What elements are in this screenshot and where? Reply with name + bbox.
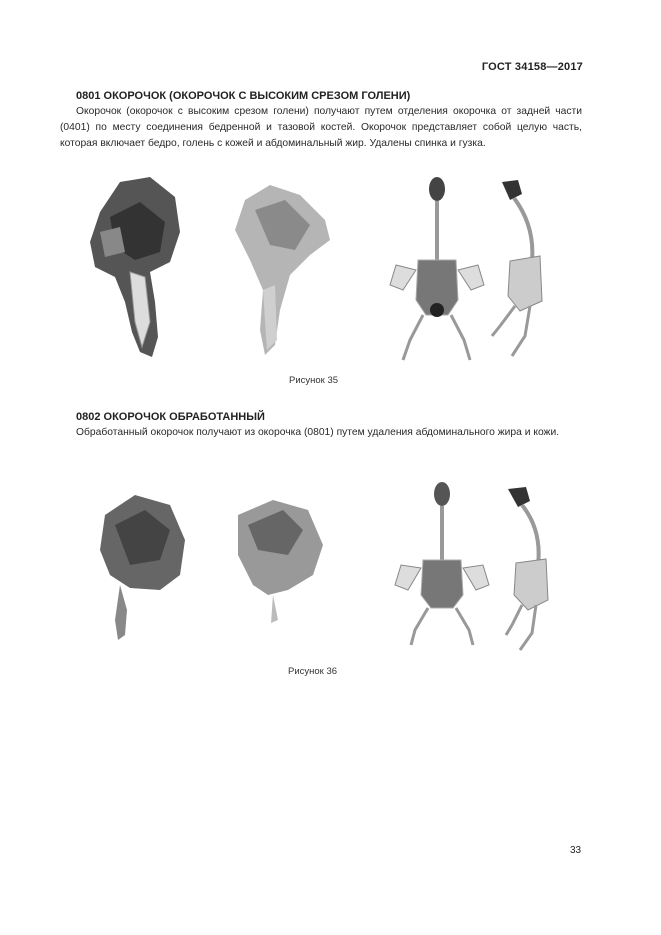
- skeleton-front-diagram-fig36: [393, 480, 491, 650]
- section-title-0801: 0801 ОКОРОЧОК (ОКОРОЧОК С ВЫСОКИМ СРЕЗОМ ГОЛЕНИ): [76, 90, 411, 102]
- figure-caption-35: Рисунок 35: [289, 375, 339, 386]
- skeleton-side-diagram-fig36: [500, 485, 560, 655]
- section-text-0802: Обработанный окорочок получают из окорочка (0801) путем удаления абдоминального жира и кожи.: [76, 427, 560, 438]
- skeleton-front-diagram-fig35: [388, 175, 486, 365]
- whole-leg-bone-side-photo: [225, 180, 345, 360]
- section-text-0801: Окорочок (окорочок с высоким срезом голени) получают путем отделения окорочка от задней части (0401) по месту соединения бедренной и тазовой костей. Окорочок представляет собой целую часть, которая включает бедро, голень с кожей и абдоминальный жир. Удалены спинка и гузка.: [60, 106, 582, 149]
- whole-leg-skin-side-photo: [80, 172, 190, 362]
- figure-caption-36: Рисунок 36: [288, 666, 338, 677]
- page-number: 33: [570, 845, 582, 856]
- processed-leg-top-photo: [85, 490, 190, 645]
- skeleton-side-diagram-fig35: [490, 176, 550, 366]
- section-title-0802: 0802 ОКОРОЧОК ОБРАБОТАННЫЙ: [76, 411, 265, 423]
- processed-leg-side-photo: [228, 495, 328, 625]
- document-header: ГОСТ 34158—2017: [481, 61, 583, 73]
